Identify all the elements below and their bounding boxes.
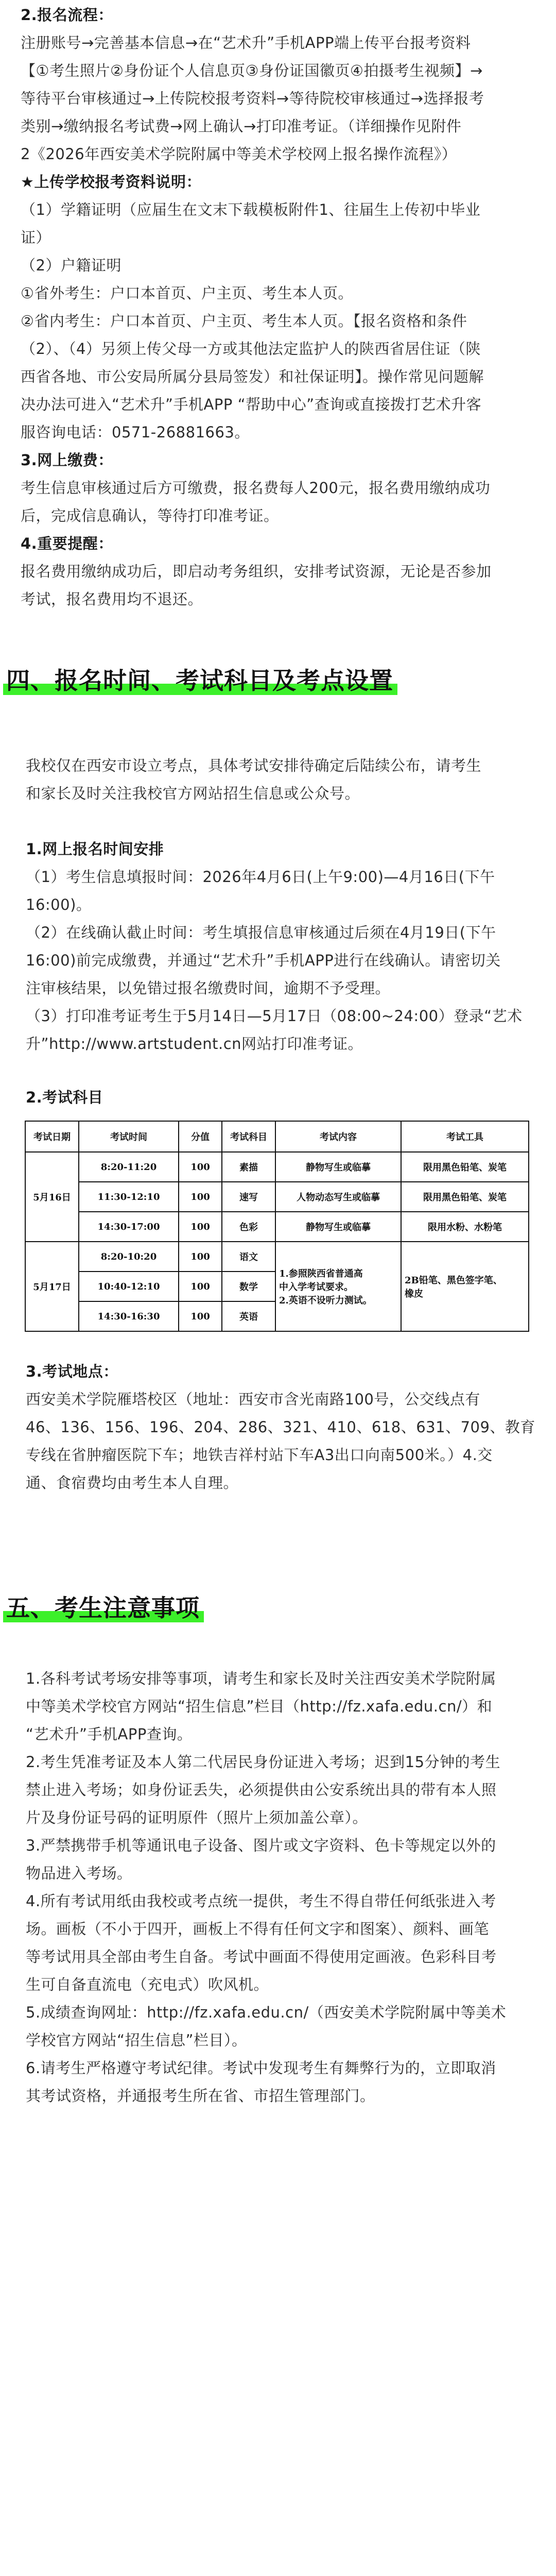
subject-cell: 素描: [222, 1152, 275, 1182]
upload-body: [0, 196, 556, 446]
venue-body: [0, 1385, 556, 1497]
header-cell: 考试时间: [79, 1121, 179, 1152]
time-body: [0, 863, 556, 1058]
text-line: 类别→缴纳报名考试费→网上确认→打印准考证。（详细操作见附件: [21, 117, 462, 135]
time-cell: 10:40-12:10: [79, 1272, 179, 1301]
text-line: 其考试资格，并通报考生所在省、市招生管理部门。: [26, 2087, 375, 2105]
text-line: 16:00)前完成缴费，并通过“艺术升”手机APP进行在线确认。请密切关: [26, 952, 501, 969]
text-line: （2）、（4）另须上传父母一方或其他法定监护人的陕西省居住证（陕: [21, 340, 481, 358]
content-cell: [275, 1242, 401, 1331]
text-line: 西安美术学院雁塔校区（地址：西安市含光南路100号，公交线点有: [26, 1391, 480, 1408]
venue-heading: 3.考试地点：: [26, 1363, 118, 1380]
text-line: 学校官方网站“招生信息”栏目）。: [26, 2031, 247, 2049]
note-body: [0, 557, 556, 613]
reg-flow-heading: 2.报名流程：: [21, 6, 113, 24]
text-line: 2.考生凭准考证及本人第二代居民身份证进入考场；迟到15分钟的考生: [26, 1753, 501, 1771]
header-cell: 考试日期: [25, 1121, 79, 1152]
header-cell: 考试科目: [222, 1121, 275, 1152]
content-cell: 静物写生或临摹: [275, 1152, 401, 1182]
text-line: 和家长及时关注我校官方网站招生信息或公众号。: [26, 785, 360, 802]
text-line: 16:00)。: [26, 896, 92, 913]
subjects-heading: 2.考试科目: [26, 1089, 103, 1106]
text-line: 1.各科考试考场安排等事项，请考生和家长及时关注西安美术学院附属: [26, 1670, 496, 1687]
content-cell: 人物动态写生或临摹: [275, 1182, 401, 1212]
fee-heading: 3.网上缴费：: [21, 451, 113, 469]
text-line: 专线在省肿瘤医院下车；地铁吉祥村站下车A3出口向南500米。）4.交: [26, 1446, 493, 1464]
text-line: （1）学籍证明（应届生在文末下载模板附件1、往届生上传初中毕业: [21, 201, 481, 218]
tools-cell: 限用黑色铅笔、炭笔: [401, 1152, 529, 1182]
text-line: 注审核结果，以免错过报名缴费时间，逾期不予受理。: [26, 979, 391, 997]
tools-cell: [401, 1242, 529, 1331]
table-header-row: [25, 1121, 529, 1152]
content-line: 2.英语不设听力测试。: [279, 1295, 372, 1306]
header-cell: 分值: [179, 1121, 222, 1152]
text-line: 6.请考生严格遵守考试纪律。考试中发现考生有舞弊行为的，立即取消: [26, 2059, 496, 2077]
text-line: 考试，报名费用均不退还。: [21, 590, 203, 608]
text-line: 5.成绩查询网址：http://fz.xafa.edu.cn/（西安美术学院附属中等美术: [26, 2004, 507, 2021]
time-cell: 8:20-11:20: [79, 1152, 179, 1182]
time-cell: 11:30-12:10: [79, 1182, 179, 1212]
date-cell: 5月16日: [25, 1152, 79, 1242]
notice-item: [0, 1887, 556, 1998]
tools-cell: 限用水粉、水粉笔: [401, 1212, 529, 1242]
text-line: 决办法可进入“艺术升”手机APP “帮助中心”查询或直接拨打艺术升客: [21, 396, 482, 413]
subject-cell: 数学: [222, 1272, 275, 1301]
text-line: 生可自备直流电（充电式）吹风机。: [26, 1976, 269, 1993]
upload-heading: ★上传学校报考资料说明：: [21, 173, 201, 191]
score-cell: 100: [179, 1272, 222, 1301]
text-line: 场。画板（不小于四开，画板上不得有任何文字和图案）、颜料、画笔: [26, 1920, 490, 1938]
text-line: 报名费用缴纳成功后，即启动考务组织，安排考试资源，无论是否参加: [21, 563, 492, 580]
subject-cell: 语文: [222, 1242, 275, 1272]
text-line: 升”http://www.artstudent.cn网站打印准考证。: [26, 1035, 363, 1053]
date-cell: 5月17日: [25, 1242, 79, 1331]
text-line: 2《2026年西安美术学院附属中等美术学校网上报名操作流程》）: [21, 145, 457, 163]
text-line: ①省外考生：户口本首页、户主页、考生本人页。: [21, 284, 353, 302]
text-line: 3.严禁携带手机等通讯电子设备、图片或文字资料、色卡等规定以外的: [26, 1837, 496, 1854]
score-cell: 100: [179, 1182, 222, 1212]
text-line: 西省各地、市公安局所属分县局签发）和社保证明】。操作常见问题解: [21, 368, 484, 385]
section-4-title: 四、报名时间、考试科目及考点设置: [6, 662, 393, 696]
time-cell: 14:30-16:30: [79, 1301, 179, 1331]
subject-cell: 色彩: [222, 1212, 275, 1242]
time-cell: 14:30-17:00: [79, 1212, 179, 1242]
table-row: [25, 1212, 529, 1242]
table-row: [25, 1152, 529, 1182]
note-heading: 4.重要提醒：: [21, 535, 113, 552]
text-line: 等考试用具全部由考生自备。考试中画面不得使用定画液。色彩科目考: [26, 1948, 497, 1965]
fee-body: [0, 474, 556, 530]
tools-line: 橡皮: [405, 1289, 423, 1299]
text-line: 中等美术学校官方网站“招生信息”栏目（http://fz.xafa.edu.cn/）和: [26, 1698, 493, 1715]
text-line: 等待平台审核通过→上传院校报考资料→等待院校审核通过→选择报考: [21, 90, 484, 107]
text-line: 【①考生照片②身份证个人信息页③身份证国徽页④拍摄考生视频】→: [21, 62, 483, 79]
text-line: 46、136、156、196、204、286、321、410、618、631、709、教育: [26, 1418, 535, 1436]
score-cell: 100: [179, 1242, 222, 1272]
reg-flow-body: [0, 29, 556, 168]
text-line: 我校仅在西安市设立考点，具体考试安排待确定后陆续公布，请考生: [26, 757, 482, 774]
tools-line: 2B铅笔、黑色签字笔、: [405, 1275, 502, 1286]
content-line: 1.参照陕西省普通高: [279, 1268, 363, 1279]
time-cell: 8:20-10:20: [79, 1242, 179, 1272]
text-line: 片及身份证号码的证明原件（照片上须加盖公章）。: [26, 1809, 368, 1826]
score-cell: 100: [179, 1152, 222, 1182]
text-line: 服咨询电话：0571-26881663。: [21, 423, 250, 441]
notice-item: [0, 2054, 556, 2110]
tools-cell: 限用黑色铅笔、炭笔: [401, 1182, 529, 1212]
text-line: 考生信息审核通过后方可缴费，报名费每人200元，报名费用缴纳成功: [21, 479, 491, 497]
table-row: [25, 1182, 529, 1212]
content-line: 中入学考试要求。: [279, 1282, 353, 1293]
score-cell: 100: [179, 1212, 222, 1242]
subject-cell: 英语: [222, 1301, 275, 1331]
text-line: 4.所有考试用纸由我校或考点统一提供，考生不得自带任何纸张进入考: [26, 1892, 496, 1910]
table-row: [25, 1242, 529, 1272]
text-line: 物品进入考场。: [26, 1865, 132, 1882]
text-line: “艺术升”手机APP查询。: [26, 1725, 193, 1743]
section-5-title: 五、考生注意事项: [6, 1589, 200, 1623]
notice-item: [0, 1748, 556, 1832]
section-4-intro: [0, 752, 556, 807]
notice-item: [0, 1832, 556, 1887]
header-cell: 考试工具: [401, 1121, 529, 1152]
text-line: （2）在线确认截止时间：考生填报信息审核通过后须在4月19日(下午: [26, 924, 496, 941]
text-line: ②省内考生：户口本首页、户主页、考生本人页。【报名资格和条件: [21, 312, 467, 330]
header-cell: 考试内容: [275, 1121, 401, 1152]
score-cell: 100: [179, 1301, 222, 1331]
text-line: 后，完成信息确认，等待打印准考证。: [21, 507, 279, 524]
notice-item: [0, 1998, 556, 2054]
text-line: 通、食宿费均由考生本人自理。: [26, 1474, 239, 1492]
notice-item: [0, 1665, 556, 1748]
text-line: （1）考生信息填报时间：2026年4月6日(上午9:00)—4月16日(下午: [26, 868, 495, 886]
text-line: （3）打印准考证考生于5月14日—5月17日（08:00~24:00）登录“艺术: [26, 1007, 523, 1025]
text-line: 证）: [21, 229, 51, 246]
content-cell: 静物写生或临摹: [275, 1212, 401, 1242]
exam-schedule-table: [25, 1121, 529, 1332]
text-line: 禁止进入考场；如身份证丢失，必须提供由公安系统出具的带有本人照: [26, 1781, 497, 1799]
text-line: （2）户籍证明: [21, 257, 121, 274]
subject-cell: 速写: [222, 1182, 275, 1212]
text-line: 注册账号→完善基本信息→在“艺术升”手机APP端上传平台报考资料: [21, 34, 471, 52]
time-heading: 1.网上报名时间安排: [26, 840, 164, 858]
